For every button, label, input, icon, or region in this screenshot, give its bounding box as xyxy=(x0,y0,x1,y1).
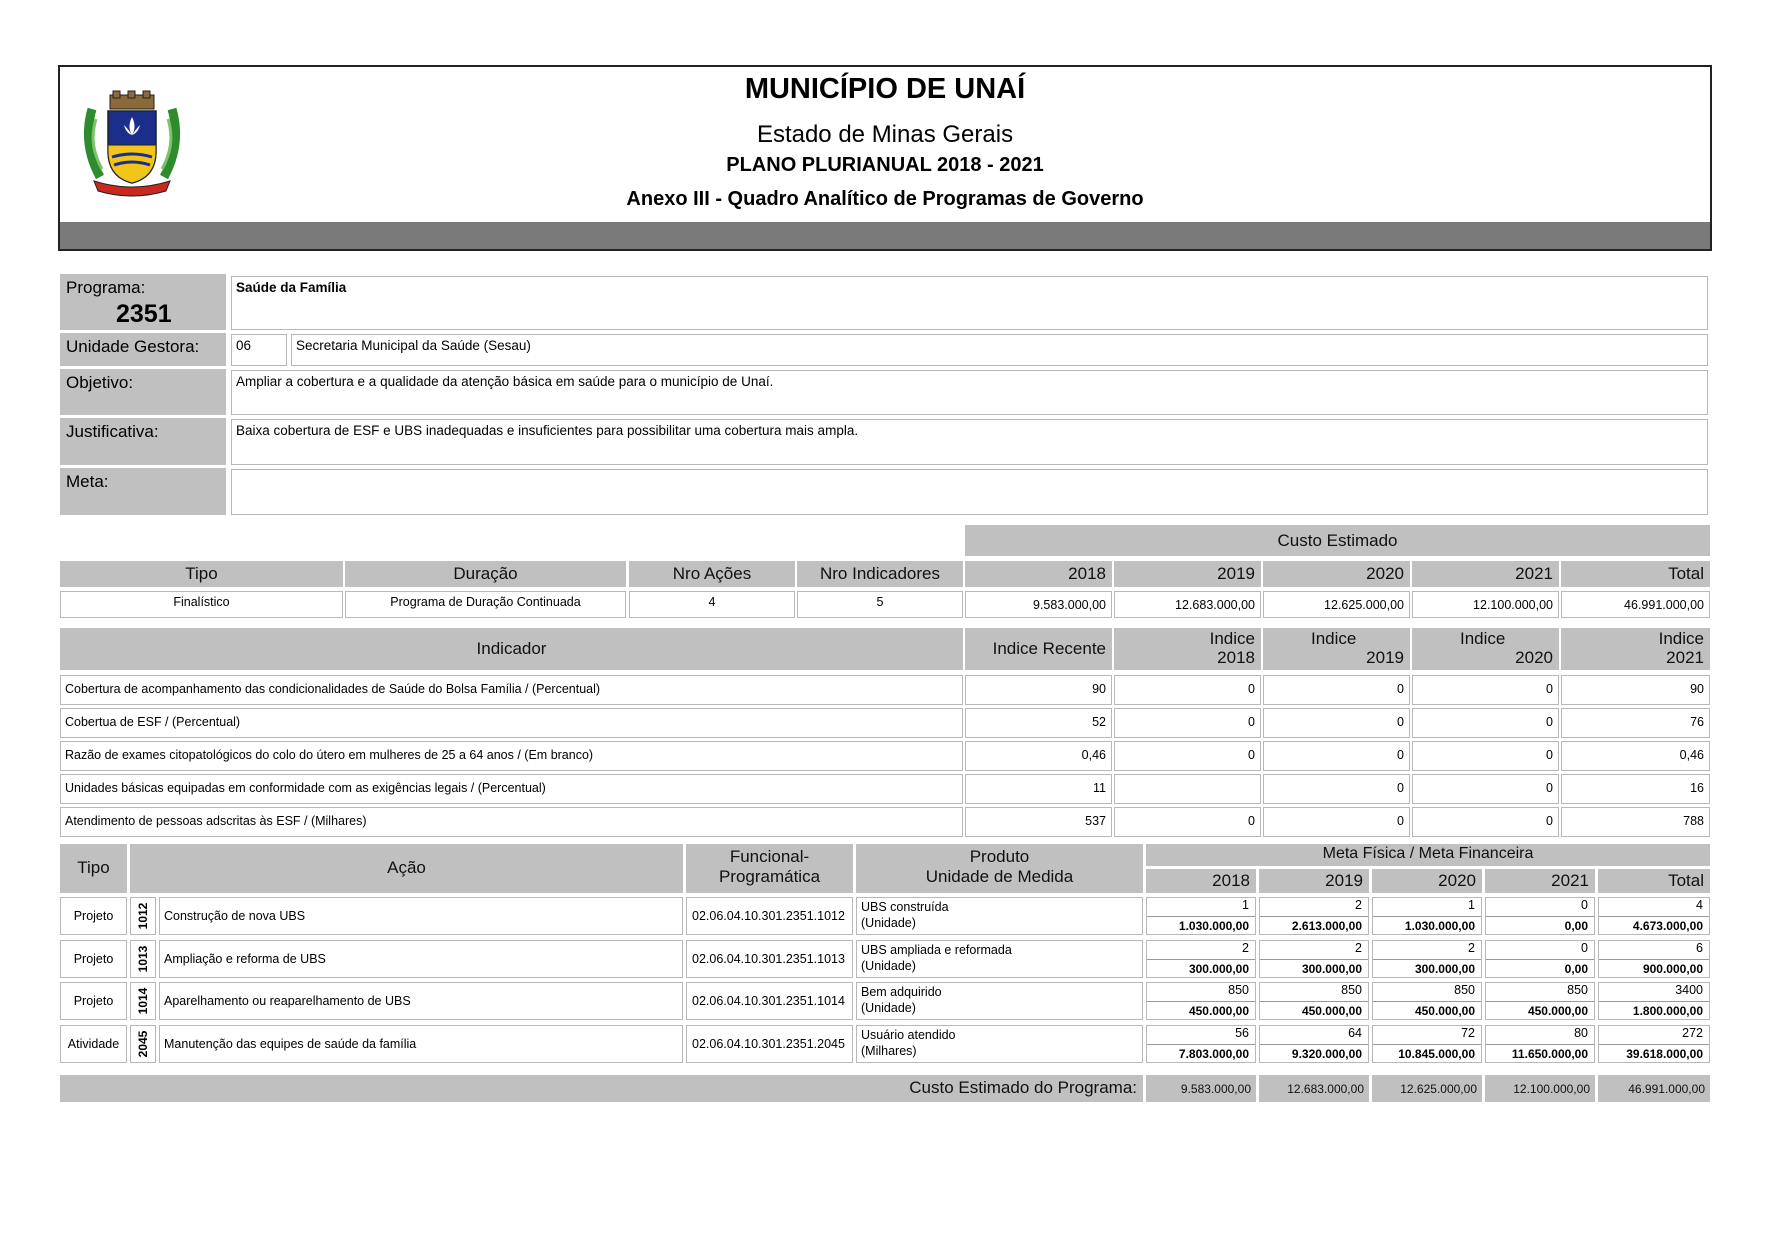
action-row-meta-2020 xyxy=(1372,940,1482,978)
justification-text: Baixa cobertura de ESF e UBS inadequadas e insuficientes para possibilitar uma cobertura mais ampla. xyxy=(231,419,1708,465)
action-row-produto-name: UBS ampliada e reformada xyxy=(861,943,1012,957)
program-name xyxy=(231,276,1708,330)
action-row-meta-2020 xyxy=(1372,982,1482,1020)
action-row-name: Aparelhamento ou reaparelhamento de UBS xyxy=(159,982,683,1020)
index-2021-header xyxy=(1561,628,1710,670)
actions-header-2019: 2019 xyxy=(1259,869,1369,893)
index-2018-header xyxy=(1114,628,1261,670)
action-row-meta-2019 xyxy=(1259,982,1369,1020)
indicator-row-2021: 0,46 xyxy=(1561,741,1710,771)
meta-financial: 1.030.000,00 xyxy=(1404,919,1475,933)
summary-2021-value: 12.100.000,00 xyxy=(1412,591,1559,618)
program-cost-2019: 12.683.000,00 xyxy=(1259,1075,1369,1102)
index-2019-header-label: Indice xyxy=(1311,629,1357,648)
summary-nro-acoes-value: 4 xyxy=(629,591,795,618)
program-cost-total: 46.991.000,00 xyxy=(1598,1075,1710,1102)
municipality-title: MUNICÍPIO DE UNAÍ xyxy=(744,73,1026,105)
actions-header-total: Total xyxy=(1598,869,1710,893)
indicator-row-name: Atendimento de pessoas adscritas às ESF / (Milhares) xyxy=(60,807,963,837)
indicator-row-2018 xyxy=(1114,774,1261,804)
action-row-meta-2019 xyxy=(1259,940,1369,978)
action-row-produto xyxy=(856,1025,1143,1063)
action-row-meta-2021 xyxy=(1485,1025,1595,1063)
action-row-funcional: 02.06.04.10.301.2351.2045 xyxy=(686,1025,853,1063)
action-row-meta-2021 xyxy=(1485,982,1595,1020)
action-row-meta-2019 xyxy=(1259,897,1369,935)
program-label-cell xyxy=(60,274,226,330)
action-row-meta-2021 xyxy=(1485,940,1595,978)
cost-estimated-header: Custo Estimado xyxy=(965,525,1710,556)
meta-financial: 10.845.000,00 xyxy=(1398,1047,1475,1061)
goal-text xyxy=(231,469,1708,515)
action-row-meta-2018 xyxy=(1146,897,1256,935)
actions-header-2020: 2020 xyxy=(1372,869,1482,893)
meta-physical: 2 xyxy=(1242,941,1249,955)
indicator-row-recent: 11 xyxy=(965,774,1112,804)
summary-tipo-value: Finalístico xyxy=(60,591,343,618)
indicator-header: Indicador xyxy=(60,628,963,670)
meta-physical: 1 xyxy=(1242,898,1249,912)
index-2020-header xyxy=(1412,628,1559,670)
meta-financial: 7.803.000,00 xyxy=(1178,1047,1249,1061)
meta-physical: 56 xyxy=(1235,1026,1249,1040)
action-row-funcional: 02.06.04.10.301.2351.1013 xyxy=(686,940,853,978)
meta-physical: 6 xyxy=(1696,941,1703,955)
meta-physical: 80 xyxy=(1574,1026,1588,1040)
indicator-row-2020: 0 xyxy=(1412,807,1559,837)
summary-2020-value: 12.625.000,00 xyxy=(1263,591,1410,618)
action-row-produto-unit: (Unidade) xyxy=(861,959,916,973)
meta-financial: 4.673.000,00 xyxy=(1632,919,1703,933)
action-row-meta-total xyxy=(1598,940,1710,978)
indicator-row-2019: 0 xyxy=(1263,741,1410,771)
meta-financial: 450.000,00 xyxy=(1527,1004,1588,1018)
indicator-row-2021: 76 xyxy=(1561,708,1710,738)
meta-financial: 300.000,00 xyxy=(1188,962,1249,976)
actions-header-2021: 2021 xyxy=(1485,869,1595,893)
meta-physical: 64 xyxy=(1348,1026,1362,1040)
meta-physical: 272 xyxy=(1682,1026,1703,1040)
index-2019-header xyxy=(1263,628,1410,670)
index-2020-header-label: Indice xyxy=(1460,629,1506,648)
action-row-code-text: 1012 xyxy=(136,902,150,930)
meta-financial: 1.030.000,00 xyxy=(1178,919,1249,933)
indicator-row-name: Cobertura de acompanhamento das condicionalidades de Saúde do Bolsa Família / (Percentual) xyxy=(60,675,963,705)
index-2021-header-year: 2021 xyxy=(1666,648,1704,667)
indicator-row-2018: 0 xyxy=(1114,675,1261,705)
indicator-row-2020: 0 xyxy=(1412,708,1559,738)
program-cost-total-label: Custo Estimado do Programa: xyxy=(60,1075,1143,1102)
meta-financial: 300.000,00 xyxy=(1414,962,1475,976)
indicator-row-2020: 0 xyxy=(1412,741,1559,771)
program-number: 2351 xyxy=(116,300,172,328)
summary-2019-value: 12.683.000,00 xyxy=(1114,591,1261,618)
action-row-code-text: 2045 xyxy=(136,1030,150,1058)
action-row-produto xyxy=(856,982,1143,1020)
action-row-produto-unit: (Milhares) xyxy=(861,1044,917,1058)
action-row-tipo: Projeto xyxy=(60,897,127,935)
report-header xyxy=(58,65,1712,251)
meta-financial: 1.800.000,00 xyxy=(1632,1004,1703,1018)
indicator-row-2021: 16 xyxy=(1561,774,1710,804)
indicator-row-2019: 0 xyxy=(1263,675,1410,705)
action-row-name: Ampliação e reforma de UBS xyxy=(159,940,683,978)
indicator-row-recent: 0,46 xyxy=(965,741,1112,771)
actions-header-funcional xyxy=(686,844,853,893)
summary-header-2018: 2018 xyxy=(965,561,1112,587)
meta-financial: 450.000,00 xyxy=(1301,1004,1362,1018)
action-row-meta-2020 xyxy=(1372,1025,1482,1063)
header-bottom-bar xyxy=(60,222,1710,249)
meta-financial: 0,00 xyxy=(1564,919,1588,933)
action-row-funcional: 02.06.04.10.301.2351.1012 xyxy=(686,897,853,935)
program-cost-2018: 9.583.000,00 xyxy=(1146,1075,1256,1102)
indicator-row-2019: 0 xyxy=(1263,708,1410,738)
indicator-row-2020: 0 xyxy=(1412,774,1559,804)
summary-header-2020: 2020 xyxy=(1263,561,1410,587)
indicator-row-name: Unidades básicas equipadas em conformidade com as exigências legais / (Percentual) xyxy=(60,774,963,804)
justification-label: Justificativa: xyxy=(60,418,226,465)
action-row-meta-total xyxy=(1598,897,1710,935)
indicator-row-2021: 90 xyxy=(1561,675,1710,705)
meta-physical: 1 xyxy=(1468,898,1475,912)
recent-index-header: Indice Recente xyxy=(965,628,1112,670)
summary-header-nro-indicadores: Nro Indicadores xyxy=(797,561,963,587)
action-row-tipo: Atividade xyxy=(60,1025,127,1063)
summary-header-nro-acoes: Nro Ações xyxy=(629,561,795,587)
action-row-produto-name: Bem adquirido xyxy=(861,985,942,999)
summary-header-tipo: Tipo xyxy=(60,561,343,587)
unit-code: 06 xyxy=(231,334,287,366)
meta-financial: 0,00 xyxy=(1564,962,1588,976)
summary-header-duracao: Duração xyxy=(345,561,626,587)
meta-financial: 900.000,00 xyxy=(1642,962,1703,976)
action-row-produto xyxy=(856,897,1143,935)
summary-header-2019: 2019 xyxy=(1114,561,1261,587)
summary-2018-value: 9.583.000,00 xyxy=(965,591,1112,618)
unit-label: Unidade Gestora: xyxy=(60,333,226,366)
program-label: Programa: xyxy=(66,278,146,297)
meta-physical: 850 xyxy=(1341,983,1362,997)
meta-financial: 39.618.000,00 xyxy=(1626,1047,1703,1061)
meta-financial: 450.000,00 xyxy=(1188,1004,1249,1018)
meta-physical: 2 xyxy=(1355,941,1362,955)
action-row-code xyxy=(130,940,156,978)
actions-header-produto xyxy=(856,844,1143,893)
indicator-row-2021: 788 xyxy=(1561,807,1710,837)
index-2021-header-label: Indice xyxy=(1658,629,1704,648)
meta-financial: 9.320.000,00 xyxy=(1291,1047,1362,1061)
unit-name: Secretaria Municipal da Saúde (Sesau) xyxy=(291,334,1708,366)
objective-label: Objetivo: xyxy=(60,369,226,415)
summary-header-2021: 2021 xyxy=(1412,561,1559,587)
action-row-tipo: Projeto xyxy=(60,982,127,1020)
indicator-row-recent: 52 xyxy=(965,708,1112,738)
meta-physical: 0 xyxy=(1581,898,1588,912)
meta-physical: 4 xyxy=(1696,898,1703,912)
meta-financial: 11.650.000,00 xyxy=(1511,1047,1588,1061)
meta-physical: 850 xyxy=(1567,983,1588,997)
action-row-meta-2020 xyxy=(1372,897,1482,935)
indicator-row-recent: 90 xyxy=(965,675,1112,705)
actions-header-produto-line2: Unidade de Medida xyxy=(925,867,1074,886)
action-row-produto-name: Usuário atendido xyxy=(861,1028,956,1042)
actions-header-funcional-line1: Funcional- xyxy=(729,847,810,866)
actions-header-acao: Ação xyxy=(130,844,683,893)
indicator-row-2018: 0 xyxy=(1114,741,1261,771)
action-row-produto xyxy=(856,940,1143,978)
indicator-row-name: Razão de exames citopatológicos do colo do útero em mulheres de 25 a 64 anos / (Em branco) xyxy=(60,741,963,771)
summary-duracao-value: Programa de Duração Continuada xyxy=(345,591,626,618)
action-row-tipo: Projeto xyxy=(60,940,127,978)
index-2019-header-year: 2019 xyxy=(1366,648,1404,667)
meta-physical: 3400 xyxy=(1675,983,1703,997)
annex-title: Anexo III - Quadro Analítico de Programas de Governo xyxy=(626,188,1144,210)
actions-header-meta: Meta Física / Meta Financeira xyxy=(1146,844,1710,866)
meta-physical: 2 xyxy=(1355,898,1362,912)
action-row-meta-2018 xyxy=(1146,982,1256,1020)
program-name-text: Saúde da Família xyxy=(236,280,347,295)
summary-total-value: 46.991.000,00 xyxy=(1561,591,1710,618)
indicator-row-2018: 0 xyxy=(1114,807,1261,837)
action-row-meta-total xyxy=(1598,982,1710,1020)
objective-text: Ampliar a cobertura e a qualidade da atenção básica em saúde para o município de Unaí. xyxy=(231,370,1708,415)
action-row-meta-total xyxy=(1598,1025,1710,1063)
actions-header-2018: 2018 xyxy=(1146,869,1256,893)
meta-physical: 850 xyxy=(1228,983,1249,997)
action-row-meta-2019 xyxy=(1259,1025,1369,1063)
indicator-row-name: Cobertua de ESF / (Percentual) xyxy=(60,708,963,738)
action-row-produto-name: UBS construída xyxy=(861,900,949,914)
meta-physical: 0 xyxy=(1581,941,1588,955)
indicator-row-2019: 0 xyxy=(1263,774,1410,804)
actions-header-tipo: Tipo xyxy=(60,844,127,893)
meta-physical: 2 xyxy=(1468,941,1475,955)
action-row-produto-unit: (Unidade) xyxy=(861,1001,916,1015)
plan-title: PLANO PLURIANUAL 2018 - 2021 xyxy=(726,154,1044,176)
action-row-code xyxy=(130,897,156,935)
meta-financial: 300.000,00 xyxy=(1301,962,1362,976)
goal-label: Meta: xyxy=(60,468,226,515)
action-row-funcional: 02.06.04.10.301.2351.1014 xyxy=(686,982,853,1020)
summary-header-total: Total xyxy=(1561,561,1710,587)
indicator-row-recent: 537 xyxy=(965,807,1112,837)
action-row-code-text: 1013 xyxy=(136,945,150,973)
state-subtitle: Estado de Minas Gerais xyxy=(756,121,1014,148)
actions-header-produto-line1: Produto xyxy=(969,847,1030,866)
actions-header-funcional-line2: Programática xyxy=(718,867,821,886)
meta-physical: 850 xyxy=(1454,983,1475,997)
action-row-produto-unit: (Unidade) xyxy=(861,916,916,930)
meta-physical: 72 xyxy=(1461,1026,1475,1040)
action-row-code-text: 1014 xyxy=(136,987,150,1015)
action-row-name: Construção de nova UBS xyxy=(159,897,683,935)
program-cost-2021: 12.100.000,00 xyxy=(1485,1075,1595,1102)
meta-financial: 2.613.000,00 xyxy=(1291,919,1362,933)
action-row-code xyxy=(130,1025,156,1063)
indicator-row-2020: 0 xyxy=(1412,675,1559,705)
action-row-name: Manutenção das equipes de saúde da família xyxy=(159,1025,683,1063)
index-2018-header-label: Indice xyxy=(1209,629,1255,648)
index-2020-header-year: 2020 xyxy=(1515,648,1553,667)
action-row-meta-2021 xyxy=(1485,897,1595,935)
indicator-row-2018: 0 xyxy=(1114,708,1261,738)
indicator-row-2019: 0 xyxy=(1263,807,1410,837)
program-cost-2020: 12.625.000,00 xyxy=(1372,1075,1482,1102)
action-row-meta-2018 xyxy=(1146,1025,1256,1063)
action-row-meta-2018 xyxy=(1146,940,1256,978)
summary-nro-indicadores-value: 5 xyxy=(797,591,963,618)
action-row-code xyxy=(130,982,156,1020)
meta-financial: 450.000,00 xyxy=(1414,1004,1475,1018)
index-2018-header-year: 2018 xyxy=(1217,648,1255,667)
